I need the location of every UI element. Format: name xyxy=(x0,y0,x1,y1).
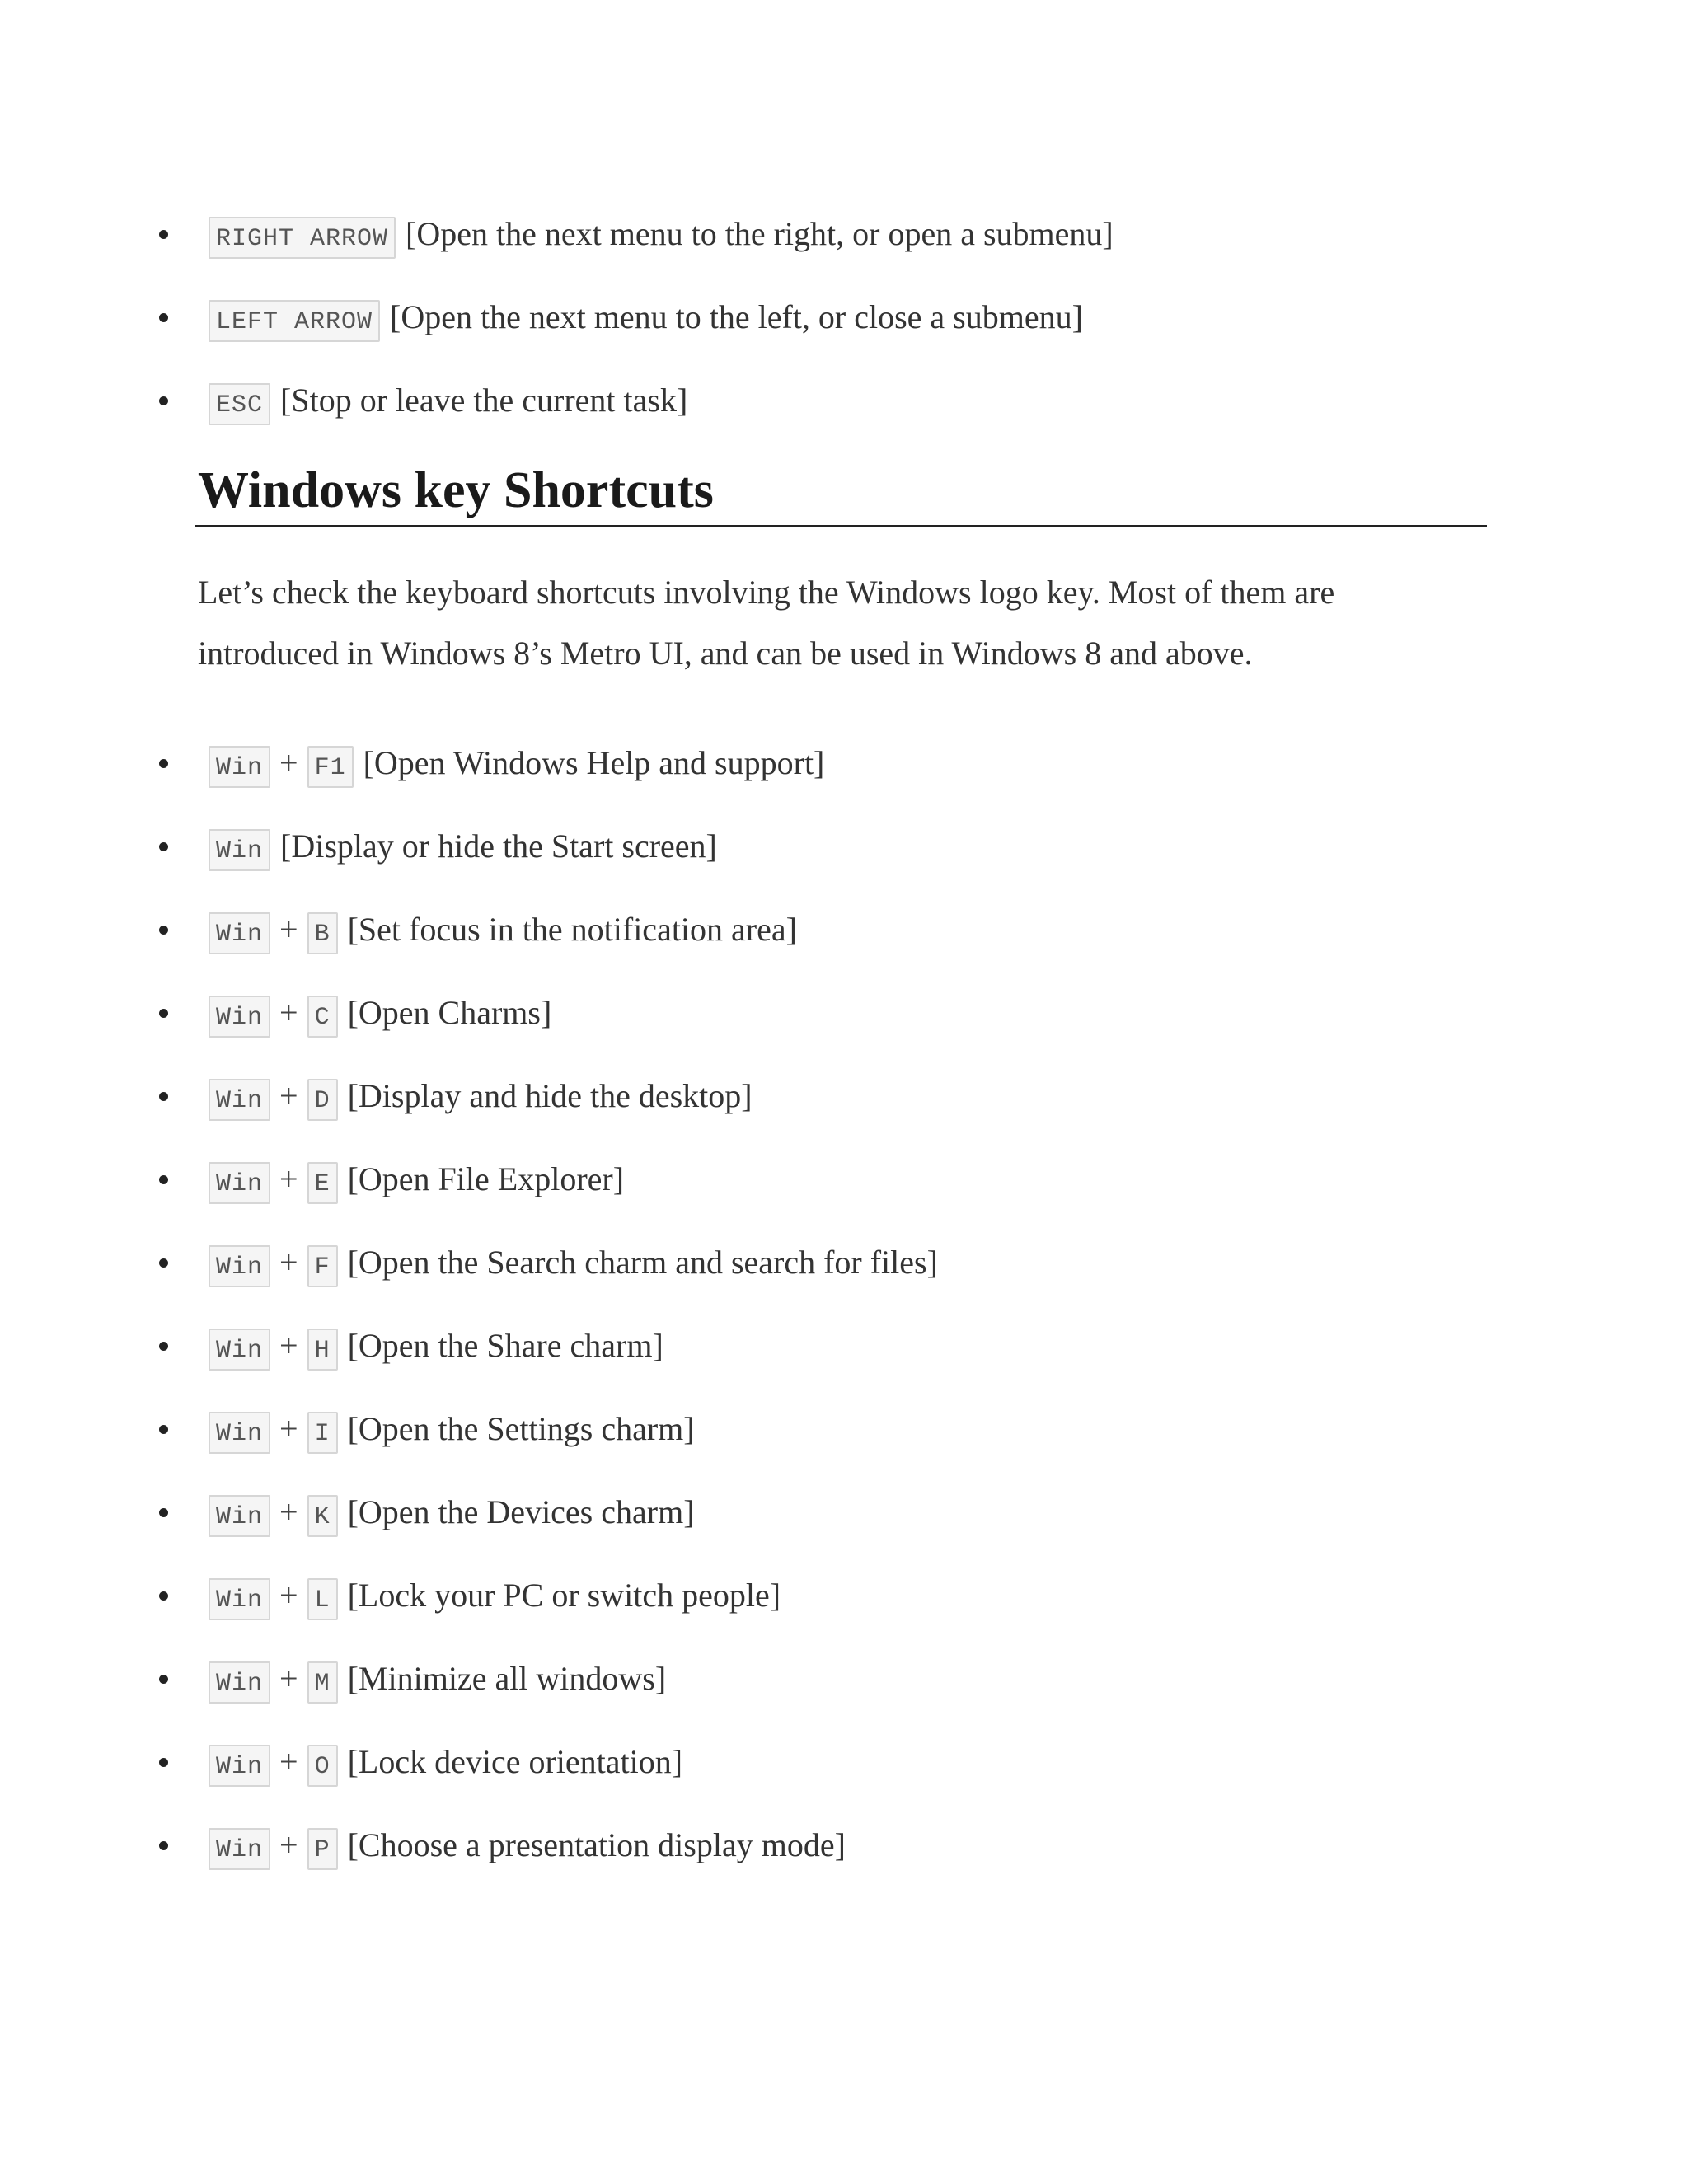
key-label: Win xyxy=(209,1828,270,1871)
shortcut-description: [Open the Share charm] xyxy=(347,1327,663,1364)
list-item xyxy=(0,1387,1688,1470)
section-heading: Windows key Shortcuts xyxy=(195,462,1487,527)
bullet-dot xyxy=(159,759,168,768)
bullet-dot xyxy=(159,313,168,322)
key-label: Win xyxy=(209,1079,270,1122)
bullet-dot xyxy=(159,1258,168,1268)
bullet-dot xyxy=(159,1758,168,1767)
key-label: Win xyxy=(209,1412,270,1455)
shortcut-description: [Choose a presentation display mode] xyxy=(347,1826,846,1863)
key-label: C xyxy=(307,996,338,1038)
key-label: L xyxy=(307,1578,338,1621)
bullet-dot xyxy=(159,230,168,239)
plus-sign: + xyxy=(279,1826,298,1863)
list-item xyxy=(0,1304,1688,1387)
key-label: F1 xyxy=(307,746,354,789)
windows-key-shortcut-list xyxy=(0,721,1688,1886)
key-label: ESC xyxy=(209,383,270,426)
shortcut-description: [Open the next menu to the right, or open a submenu] xyxy=(406,215,1114,252)
plus-sign: + xyxy=(279,1244,298,1281)
plus-sign: + xyxy=(279,1410,298,1447)
key-label: Win xyxy=(209,1578,270,1621)
shortcut-description: [Open the Search charm and search for files] xyxy=(347,1244,938,1281)
plus-sign: + xyxy=(279,1327,298,1364)
bullet-dot xyxy=(159,1092,168,1101)
shortcut-description: [Open Charms] xyxy=(347,994,552,1031)
list-item xyxy=(0,1054,1688,1137)
list-item xyxy=(0,804,1688,888)
plus-sign: + xyxy=(279,1743,298,1780)
key-label: Win xyxy=(209,912,270,955)
key-label: D xyxy=(307,1079,338,1122)
list-item xyxy=(0,971,1688,1054)
plus-sign: + xyxy=(279,744,298,781)
bullet-dot xyxy=(159,1425,168,1434)
intro-paragraph: Let’s check the keyboard shortcuts involving the Windows logo key. Most of them are introduced in Windows 8’s Metro UI, and can be used in Windows 8 and above. xyxy=(198,574,1335,672)
list-item xyxy=(0,1720,1688,1803)
shortcut-description: [Lock your PC or switch people] xyxy=(347,1577,781,1614)
shortcut-description: [Open the next menu to the left, or close a submenu] xyxy=(390,298,1083,335)
shortcut-description: [Display and hide the desktop] xyxy=(347,1077,753,1114)
plus-sign: + xyxy=(279,911,298,948)
shortcut-description: [Stop or leave the current task] xyxy=(280,382,688,419)
shortcut-description: [Display or hide the Start screen] xyxy=(280,827,717,865)
key-label: B xyxy=(307,912,338,955)
key-label: H xyxy=(307,1329,338,1371)
plus-sign: + xyxy=(279,1160,298,1197)
list-item xyxy=(0,275,1688,359)
key-label: Win xyxy=(209,1329,270,1371)
key-label: K xyxy=(307,1495,338,1538)
key-label: Win xyxy=(209,1245,270,1288)
shortcut-description: [Lock device orientation] xyxy=(347,1743,683,1780)
shortcut-description: [Open the Settings charm] xyxy=(347,1410,695,1447)
plus-sign: + xyxy=(279,994,298,1031)
list-item xyxy=(0,1137,1688,1221)
list-item xyxy=(0,721,1688,804)
key-label: Win xyxy=(209,1745,270,1788)
list-item xyxy=(0,1637,1688,1720)
key-label: Win xyxy=(209,996,270,1038)
shortcut-description: [Open Windows Help and support] xyxy=(363,744,825,781)
plus-sign: + xyxy=(279,1577,298,1614)
shortcut-description: [Set focus in the notification area] xyxy=(347,911,797,948)
key-label: M xyxy=(307,1661,338,1704)
key-label: P xyxy=(307,1828,338,1871)
shortcut-description: [Minimize all windows] xyxy=(347,1660,667,1697)
list-item xyxy=(0,1554,1688,1637)
key-label: Win xyxy=(209,829,270,872)
list-item xyxy=(0,1803,1688,1886)
key-label: F xyxy=(307,1245,338,1288)
list-item xyxy=(0,192,1688,275)
plus-sign: + xyxy=(279,1493,298,1530)
bullet-dot xyxy=(159,1591,168,1601)
bullet-dot xyxy=(159,1841,168,1850)
bullet-dot xyxy=(159,1675,168,1684)
bullet-dot xyxy=(159,1342,168,1351)
key-label: Win xyxy=(209,1495,270,1538)
shortcut-description: [Open File Explorer] xyxy=(347,1160,625,1197)
key-label: Win xyxy=(209,1661,270,1704)
key-label: I xyxy=(307,1412,338,1455)
key-label: Win xyxy=(209,746,270,789)
list-item xyxy=(0,1470,1688,1554)
key-label: RIGHT ARROW xyxy=(209,217,396,260)
bullet-dot xyxy=(159,1175,168,1184)
list-item xyxy=(0,888,1688,971)
plus-sign: + xyxy=(279,1660,298,1697)
key-label: Win xyxy=(209,1162,270,1205)
list-item xyxy=(0,1221,1688,1304)
key-label: E xyxy=(307,1162,338,1205)
navigation-shortcut-list xyxy=(0,192,1688,442)
bullet-dot xyxy=(159,926,168,935)
bullet-dot xyxy=(159,1508,168,1517)
shortcut-description: [Open the Devices charm] xyxy=(347,1493,695,1530)
plus-sign: + xyxy=(279,1077,298,1114)
bullet-dot xyxy=(159,842,168,851)
key-label: LEFT ARROW xyxy=(209,300,380,343)
bullet-dot xyxy=(159,1009,168,1018)
bullet-dot xyxy=(159,396,168,405)
list-item xyxy=(0,359,1688,442)
key-label: O xyxy=(307,1745,338,1788)
